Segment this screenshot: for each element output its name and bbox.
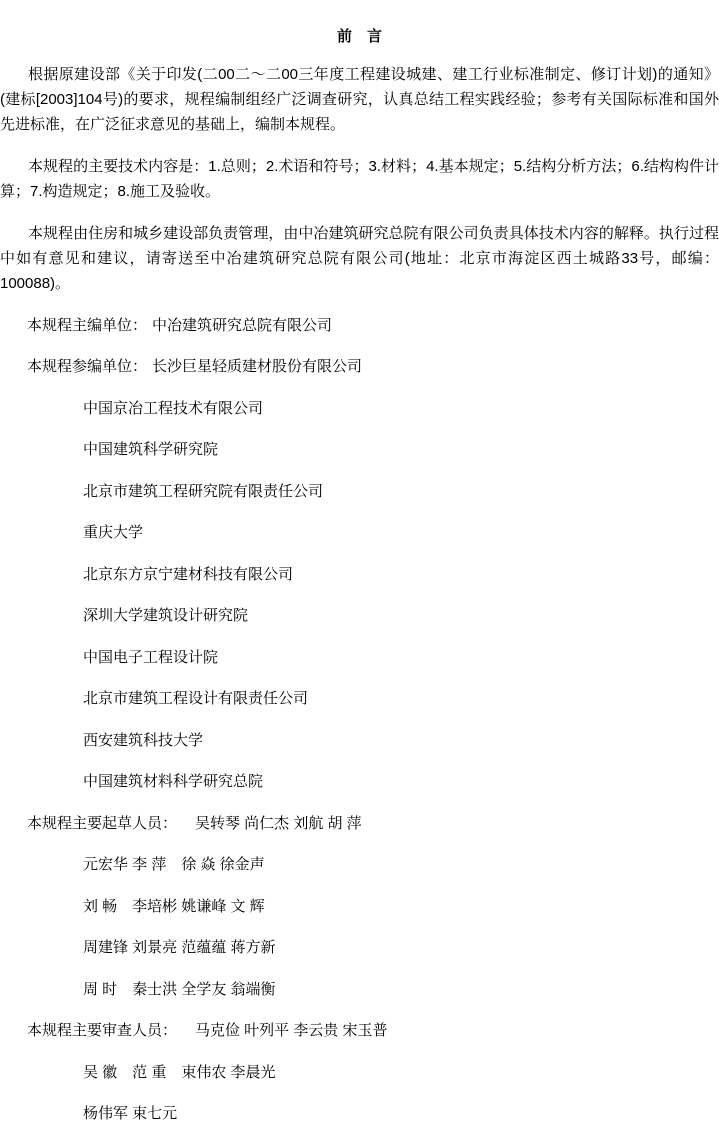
participating-unit: 中国建筑科学研究院 — [83, 441, 219, 458]
participating-unit: 深圳大学建筑设计研究院 — [83, 607, 249, 624]
drafters-line — [0, 811, 719, 836]
reviewers-list — [0, 1060, 719, 1127]
participating-unit: 中国建筑材料科学研究总院 — [83, 773, 264, 790]
chief-editor-label: 本规程主编单位： — [27, 316, 148, 334]
drafters-label: 本规程主要起草人员： — [27, 814, 178, 832]
reviewers-row: 杨伟军 束七元 — [83, 1105, 178, 1122]
participating-unit-first: 长沙巨星轻质建材股份有限公司 — [152, 358, 363, 375]
participating-units-list — [0, 396, 719, 795]
reviewers-label: 本规程主要审查人员： — [27, 1022, 178, 1039]
participating-unit: 北京市建筑工程设计有限责任公司 — [83, 690, 309, 707]
preface-paragraph: 根据原建设部《关于印发(二00二～二00三年度工程建设城建、建工行业标准制定、修订计划)的通知》(建标[2003]104号)的要求，规程编制组经广泛调查研究，认真总结工程实践经验；参考有关国际标准和国外先进标准，在广泛征求意见的基础上，编制本规程。 — [0, 66, 719, 133]
preface-paragraph: 本规程的主要技术内容是：1.总则；2.术语和符号；3.材料；4.基本规定；5.结构分析方法；6.结构构件计算；7.构造规定；8.施工及验收。 — [0, 158, 719, 200]
participating-units-line — [0, 354, 719, 379]
participating-unit: 中国电子工程设计院 — [83, 648, 219, 666]
reviewers-row: 吴 徽 范 重 束伟农 李晨光 — [83, 1063, 276, 1081]
chief-editor-value: 中冶建筑研究总院有限公司 — [152, 316, 333, 334]
drafters-row: 周建锋 刘景亮 范蕴蕴 蒋方新 — [83, 939, 276, 956]
drafters-row: 周 时 秦士洪 全学友 翁端衡 — [83, 980, 276, 998]
preface-paragraph: 本规程由住房和城乡建设部负责管理，由中冶建筑研究总院有限公司负责具体技术内容的解释。执行过程中如有意见和建议，请寄送至中冶建筑研究总院有限公司(地址：北京市海淀区西土城路33号，邮编：100088)。 — [0, 225, 719, 292]
drafters-row: 刘 畅 李培彬 姚谦峰 文 辉 — [83, 897, 265, 915]
page-title: 前 言 — [336, 28, 382, 45]
drafters-row: 元宏华 李 萍 徐 焱 徐金声 — [83, 856, 265, 873]
participating-unit: 重庆大学 — [83, 524, 144, 541]
reviewers-first-row: 马克俭 叶列平 李云贵 宋玉普 — [195, 1022, 388, 1039]
participating-units-label: 本规程参编单位： — [27, 358, 148, 375]
participating-unit: 北京市建筑工程研究院有限责任公司 — [83, 482, 324, 500]
preface-paragraphs — [0, 62, 719, 296]
chief-editor-line — [0, 313, 719, 338]
drafters-list — [0, 852, 719, 1002]
preface-document — [0, 29, 719, 1126]
drafters-first-row: 吴转琴 尚仁杰 刘航 胡 萍 — [195, 814, 362, 832]
participating-unit: 北京东方京宁建材科技有限公司 — [83, 565, 294, 583]
participating-unit: 中国京冶工程技术有限公司 — [83, 399, 264, 417]
participating-unit: 西安建筑科技大学 — [83, 731, 204, 749]
reviewers-line — [0, 1018, 719, 1043]
